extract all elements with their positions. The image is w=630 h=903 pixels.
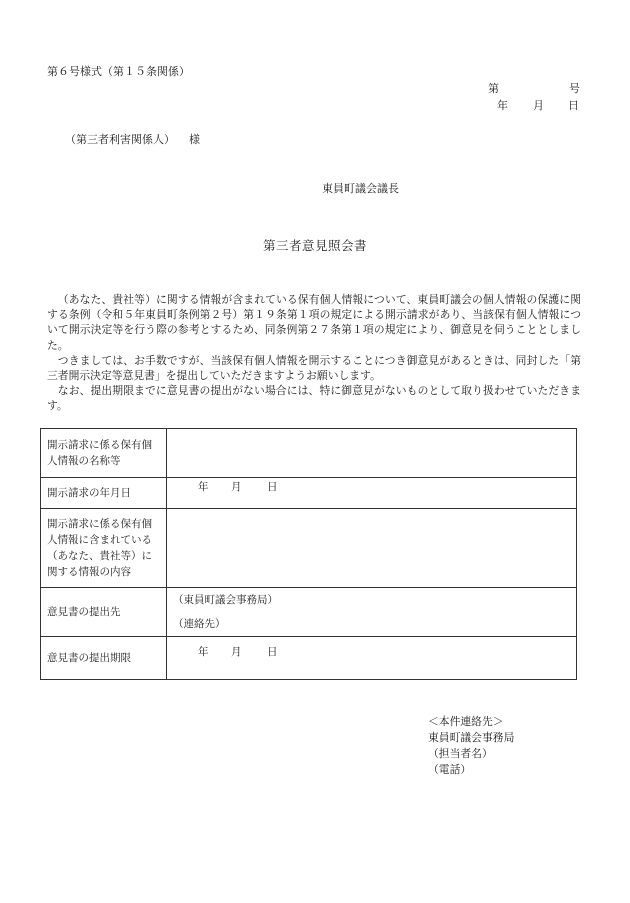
submission-destination-value [167,588,577,637]
form-number: 第６号様式（第１５条関係） [47,65,190,78]
document-date-year: 年 [497,99,508,112]
document-date-month: 月 [533,99,544,112]
body-paragraph: つきましては、お手数ですが、当該保有個人情報を開示することにつき御意見があるときは、同封した「第三者開示決定等意見書」を提出していただきますようお願いします。 [47,353,581,383]
deadline-day: 日 [267,646,278,658]
recipient [65,131,200,147]
table-row [41,478,577,509]
info-name-label: 開示請求に係る保有個人情報の名称等 [41,429,167,478]
document-title: 第三者意見照会書 [262,238,367,253]
document-number-suffix: 号 [569,82,580,95]
request-date-year: 年 [198,481,209,493]
contact-phone: （電話） [428,763,472,776]
request-date-month: 月 [231,481,242,493]
table-row [41,637,577,680]
info-content-value [167,509,577,588]
table-row [41,588,577,637]
document-number-prefix: 第 [488,82,499,95]
table-row [41,429,577,478]
deadline-month: 月 [231,646,242,658]
request-date-value [167,478,577,509]
submission-deadline-label: 意見書の提出期限 [41,637,167,680]
table-row [41,509,577,588]
contact-office: 東員町議会事務局 [428,731,515,744]
destination-contact: （連絡先） [173,618,226,630]
body-text [47,292,581,414]
body-paragraph: なお、提出期限までに意見書の提出がない場合には、特に御意見がないものとして取り扱わせていただきます。 [47,384,581,413]
contact-block [428,714,514,778]
contact-person: （担当者名） [428,747,493,760]
recipient-name: （第三者利害関係人） [65,133,175,146]
info-name-value [167,429,577,478]
request-info-table [40,428,577,680]
deadline-year: 年 [198,646,209,658]
sender: 東員町議会議長 [322,182,399,195]
recipient-honorific: 様 [189,133,200,146]
request-date-label: 開示請求の年月日 [41,478,167,509]
document-date-day: 日 [568,99,579,112]
body-paragraph: （あなた、貴社等）に関する情報が含まれている保有個人情報について、東員町議会の個人情報の保護に関する条例（令和５年東員町条例第２号）第１９条第１項の規定による開示請求があり、当該保有個人情報について開示決定等を行う際の参考とするため、同条例第２７条第１項の規定により、御意見を伺うこととしました。 [47,293,581,352]
info-content-label: 開示請求に係る保有個人情報に含まれている（あなた、貴社等）に関する情報の内容 [41,509,167,588]
destination-office: （東員町議会事務局） [173,594,278,606]
request-date-day: 日 [267,481,278,493]
submission-destination-label: 意見書の提出先 [41,588,167,637]
submission-deadline-value [167,637,577,680]
contact-heading: ＜本件連絡先＞ [428,715,504,728]
